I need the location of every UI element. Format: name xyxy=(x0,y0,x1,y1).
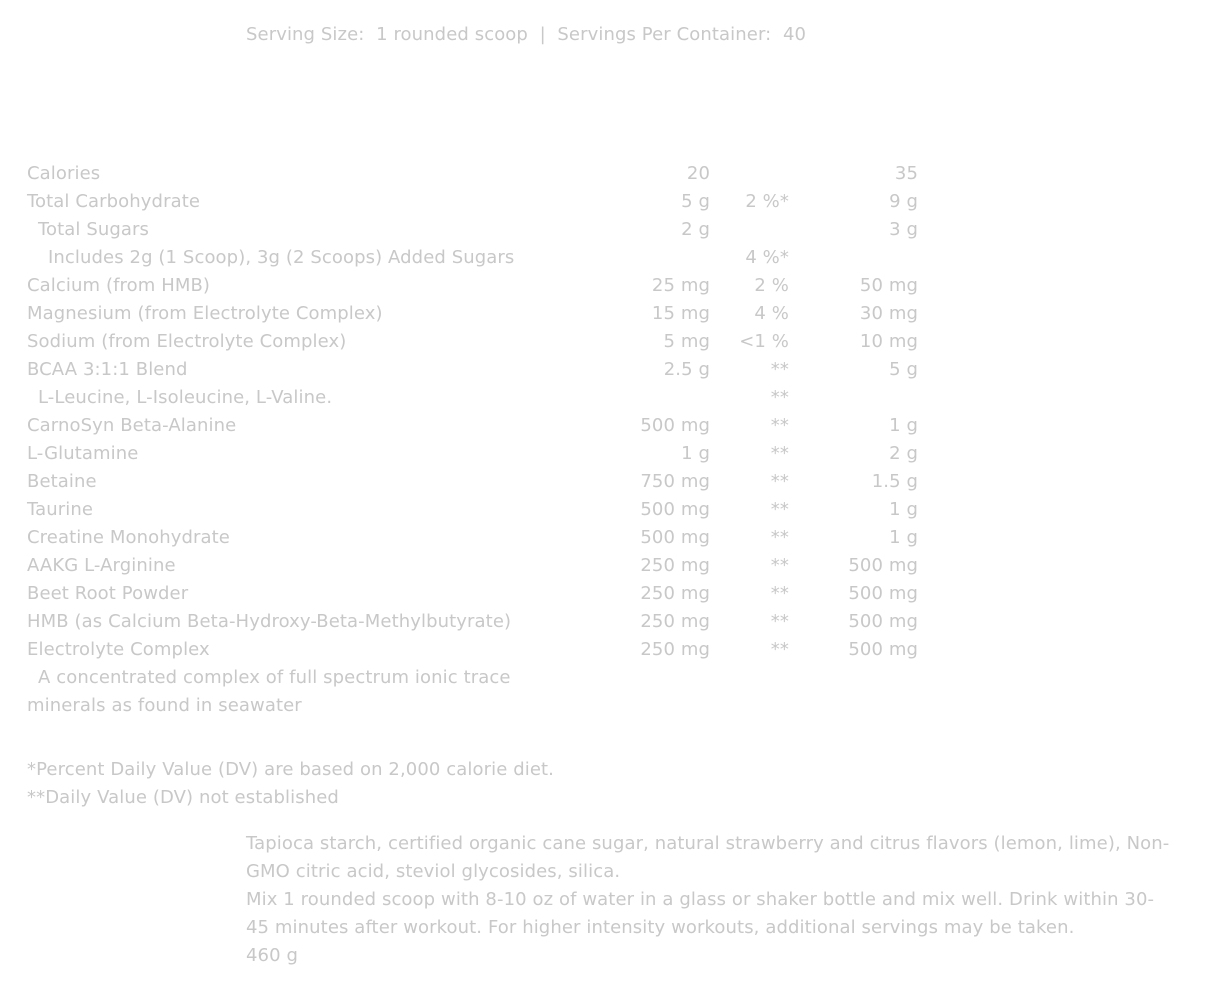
nutrient-name: CarnoSyn Beta-Alanine xyxy=(27,415,237,436)
table-row xyxy=(27,328,927,356)
daily-value: 2 %* xyxy=(745,191,789,212)
serving-info: Serving Size: 1 rounded scoop | Servings Per Container: 40 xyxy=(246,24,807,45)
daily-value: ** xyxy=(770,471,789,492)
nutrient-name: Calcium (from HMB) xyxy=(27,275,211,296)
table-row xyxy=(27,608,927,636)
amount-per-two-scoops: 1 g xyxy=(889,415,918,436)
nutrition-facts-table xyxy=(27,160,927,664)
table-row xyxy=(27,188,927,216)
table-row xyxy=(27,496,927,524)
amount-per-two-scoops: 2 g xyxy=(889,443,918,464)
amount-per-two-scoops: 500 mg xyxy=(848,583,918,604)
amount-per-scoop: 2 g xyxy=(681,219,710,240)
daily-value: ** xyxy=(770,527,789,548)
amount-per-scoop: 2.5 g xyxy=(663,359,710,380)
directions-text: Mix 1 rounded scoop with 8-10 oz of water in a glass or shaker bottle and mix well. Drink within 30-45 minutes after workout. For higher intensity workouts, additional servings may be taken. xyxy=(246,889,1155,938)
amount-per-scoop: 15 mg xyxy=(651,303,710,324)
nutrient-name: Beet Root Powder xyxy=(27,583,189,604)
ingredients-text: Tapioca starch, certified organic cane sugar, natural strawberry and citrus flavors (lemon, lime), Non-GMO citric acid, steviol glycosides, silica. xyxy=(246,833,1170,882)
nutrient-name: L-Glutamine xyxy=(27,443,139,464)
amount-per-two-scoops: 30 mg xyxy=(859,303,918,324)
table-row xyxy=(27,272,927,300)
amount-per-two-scoops: 9 g xyxy=(889,191,918,212)
electrolyte-complex-note xyxy=(27,664,537,720)
table-row xyxy=(27,580,927,608)
table-row xyxy=(27,384,927,412)
daily-value: ** xyxy=(770,359,789,380)
daily-value: ** xyxy=(770,555,789,576)
table-row xyxy=(27,356,927,384)
daily-value: <1 % xyxy=(739,331,789,352)
amount-per-two-scoops: 35 xyxy=(894,163,918,184)
amount-per-two-scoops: 5 g xyxy=(889,359,918,380)
electrolyte-note-line-1: A concentrated complex of full spectrum ionic trace xyxy=(38,667,511,688)
nutrient-name: Magnesium (from Electrolyte Complex) xyxy=(27,303,383,324)
amount-per-two-scoops: 1 g xyxy=(889,499,918,520)
amount-per-scoop: 750 mg xyxy=(640,471,710,492)
table-row xyxy=(27,636,927,664)
nutrient-name: Creatine Monohydrate xyxy=(27,527,230,548)
amount-per-two-scoops: 500 mg xyxy=(848,611,918,632)
table-row xyxy=(27,160,927,188)
daily-value: ** xyxy=(770,387,789,408)
daily-value: 2 % xyxy=(754,275,789,296)
daily-value: ** xyxy=(770,611,789,632)
product-details xyxy=(246,830,1176,970)
amount-per-scoop: 500 mg xyxy=(640,527,710,548)
table-row xyxy=(27,524,927,552)
amount-per-scoop: 1 g xyxy=(681,443,710,464)
daily-value: ** xyxy=(770,443,789,464)
table-row xyxy=(27,300,927,328)
nutrient-name: Total Sugars xyxy=(38,219,150,240)
table-row xyxy=(27,552,927,580)
nutrient-name: Calories xyxy=(27,163,101,184)
footnote-dv-not-established: **Daily Value (DV) not established xyxy=(27,787,339,808)
amount-per-two-scoops: 500 mg xyxy=(848,555,918,576)
amount-per-scoop: 250 mg xyxy=(640,583,710,604)
nutrient-name: AAKG L-Arginine xyxy=(27,555,176,576)
footnote-dv-basis: *Percent Daily Value (DV) are based on 2,000 calorie diet. xyxy=(27,759,554,780)
net-weight: 460 g xyxy=(246,945,299,966)
nutrient-name: Total Carbohydrate xyxy=(27,191,201,212)
amount-per-two-scoops: 10 mg xyxy=(859,331,918,352)
amount-per-scoop: 250 mg xyxy=(640,639,710,660)
nutrient-name: L-Leucine, L-Isoleucine, L-Valine. xyxy=(38,387,333,408)
nutrient-name: HMB (as Calcium Beta-Hydroxy-Beta-Methylbutyrate) xyxy=(27,611,512,632)
daily-value: ** xyxy=(770,415,789,436)
amount-per-scoop: 250 mg xyxy=(640,611,710,632)
daily-value: ** xyxy=(770,639,789,660)
amount-per-scoop: 25 mg xyxy=(651,275,710,296)
nutrient-name: Betaine xyxy=(27,471,97,492)
amount-per-scoop: 20 xyxy=(686,163,710,184)
daily-value: 4 %* xyxy=(745,247,789,268)
amount-per-scoop: 250 mg xyxy=(640,555,710,576)
daily-value: ** xyxy=(770,499,789,520)
amount-per-two-scoops: 1 g xyxy=(889,527,918,548)
amount-per-scoop: 5 mg xyxy=(663,331,710,352)
nutrient-name: Includes 2g (1 Scoop), 3g (2 Scoops) Added Sugars xyxy=(48,247,515,268)
amount-per-two-scoops: 500 mg xyxy=(848,639,918,660)
table-row xyxy=(27,216,927,244)
amount-per-scoop: 5 g xyxy=(681,191,710,212)
electrolyte-note-line-2: minerals as found in seawater xyxy=(27,695,302,716)
footnotes xyxy=(27,756,554,812)
table-row xyxy=(27,244,927,272)
nutrient-name: Electrolyte Complex xyxy=(27,639,210,660)
daily-value: 4 % xyxy=(754,303,789,324)
table-row xyxy=(27,440,927,468)
amount-per-two-scoops: 3 g xyxy=(889,219,918,240)
nutrient-name: BCAA 3:1:1 Blend xyxy=(27,359,188,380)
amount-per-scoop: 500 mg xyxy=(640,415,710,436)
amount-per-two-scoops: 1.5 g xyxy=(871,471,918,492)
nutrient-name: Taurine xyxy=(27,499,94,520)
table-row xyxy=(27,412,927,440)
daily-value: ** xyxy=(770,583,789,604)
table-row xyxy=(27,468,927,496)
amount-per-two-scoops: 50 mg xyxy=(859,275,918,296)
amount-per-scoop: 500 mg xyxy=(640,499,710,520)
nutrient-name: Sodium (from Electrolyte Complex) xyxy=(27,331,347,352)
